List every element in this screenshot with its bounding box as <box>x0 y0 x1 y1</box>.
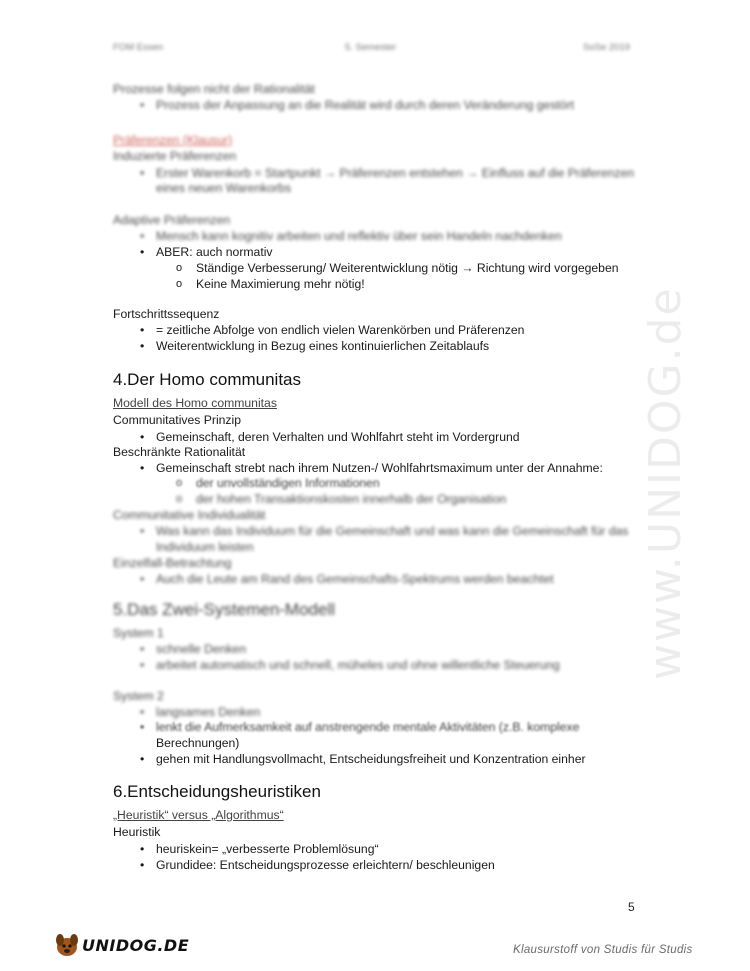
dog-icon <box>52 930 82 960</box>
bullet-system2-2-cont: Berechnungen) <box>156 736 240 750</box>
logo-text: UNIDOG.DE <box>82 936 190 955</box>
heading-prozesse: Prozesse folgen nicht der Rationalität <box>113 82 315 96</box>
section-4-title: 4.Der Homo communitas <box>113 370 302 389</box>
heading-system-1: System 1 <box>113 626 164 640</box>
header-center: 5. Semester <box>345 42 397 53</box>
heading-adaptive: Adaptive Präferenzen <box>113 213 231 227</box>
document-page: FOM Essen 5. Semester SoSe 2019 www.UNIDOG.de Prozesse folgen nicht der Rationalität • Prozess der Anpassung an die Realität wird durch deren Veränderung gestört Präferenzen (Klausur) Induzierte Präferenzen • Erster Warenkorb = Startpunkt → Präferenzen entstehen → Einfluss auf die Präferenzen eines neuen Warenkorbs Adaptive Präferenzen • Mensch kann kognitiv arbeiten und reflektiv über sein Handeln nachdenken • ABER: auch normativ o Ständige Verbesserung/ Weiterentwicklung nötig → Richtung wird vorgegeben o Keine Maximierung mehr nötig! Fortschrittssequenz • = zeitliche Abfolge von endlich vielen Warenkörben und Präferenzen • Weiterentwicklung in Bezug eines kontinuierlichen Zeitablaufs 4.Der Homo communitas Modell des Homo communitas Communitatives Prinzip • Gemeinschaft, deren Verhalten und Wohlfahrt steht im Vordergrund Beschränkte Rationalität • Gemeinschaft strebt nach ihrem Nutzen-/ Wohlfahrtsmaximum unter der Annahme: o der unvollständigen Informationen o der hohen Transaktionskosten innerhalb der Organisation Communitative Individualität • Was kann das Individuum für die Gemeinschaft und was kann die Gemeinschaft für das Individuum leisten Einzelfall-Betrachtung • Auch die Leute am Rand des Gemeinschafts-Spektrums werden beachtet 5.Das Zwei-Systemen-Modell System 1 • schnelle Denken • arbeitet automatisch und schnell, müheles und ohne willentliche Steuerung System 2 • langsames Denken • lenkt die Aufmerksamkeit auf anstrengende mentale Aktivitäten (z.B. komplexe Berechnungen) • gehen mit Handlungsvollmacht, Entscheidungsfreiheit und Konzentration einher 6.Entscheidungsheuristiken „Heuristik“ versus „Algorithmus“ Heuristik • heuriskein= „verbesserte Problemlösung“ • Grundidee: Entscheidungsprozesse erleichtern/ beschleunigen 5 UNIDOG.DE Klausurstoff von Studis für Studis <box>0 0 750 971</box>
heading-induzierte: Induzierte Präferenzen <box>113 149 237 163</box>
section-6-subtitle: „Heuristik“ versus „Algorithmus“ <box>113 808 284 822</box>
heading-fortschritt: Fortschrittssequenz <box>113 307 220 321</box>
heading-praeferenzen: Präferenzen (Klausur) <box>113 133 233 147</box>
header-right: SoSe 2019 <box>583 42 631 53</box>
section-5-title: 5.Das Zwei-Systemen-Modell <box>113 600 336 619</box>
bullet-induziert-cont: eines neuen Warenkorbs <box>156 181 292 195</box>
heading-individualitaet: Communitative Individualität <box>113 508 266 522</box>
bullet-individualitaet-cont: Individuum leisten <box>156 540 254 554</box>
footer-tagline: Klausurstoff von Studis für Studis <box>513 944 693 956</box>
unidog-logo <box>52 930 190 960</box>
header-left: FOM Essen <box>113 42 164 53</box>
heading-rationalitaet: Beschränkte Rationalität <box>113 445 246 459</box>
section-4-subtitle: Modell des Homo communitas <box>113 396 277 410</box>
heading-heuristik: Heuristik <box>113 825 161 839</box>
watermark: www.UNIDOG.de <box>640 286 691 680</box>
heading-prinzip: Communitatives Prinzip <box>113 413 242 427</box>
heading-einzelfall: Einzelfall-Betrachtung <box>113 556 232 570</box>
section-6-title: 6.Entscheidungsheuristiken <box>113 782 321 801</box>
page-number: 5 <box>628 900 635 914</box>
heading-system-2: System 2 <box>113 689 164 703</box>
